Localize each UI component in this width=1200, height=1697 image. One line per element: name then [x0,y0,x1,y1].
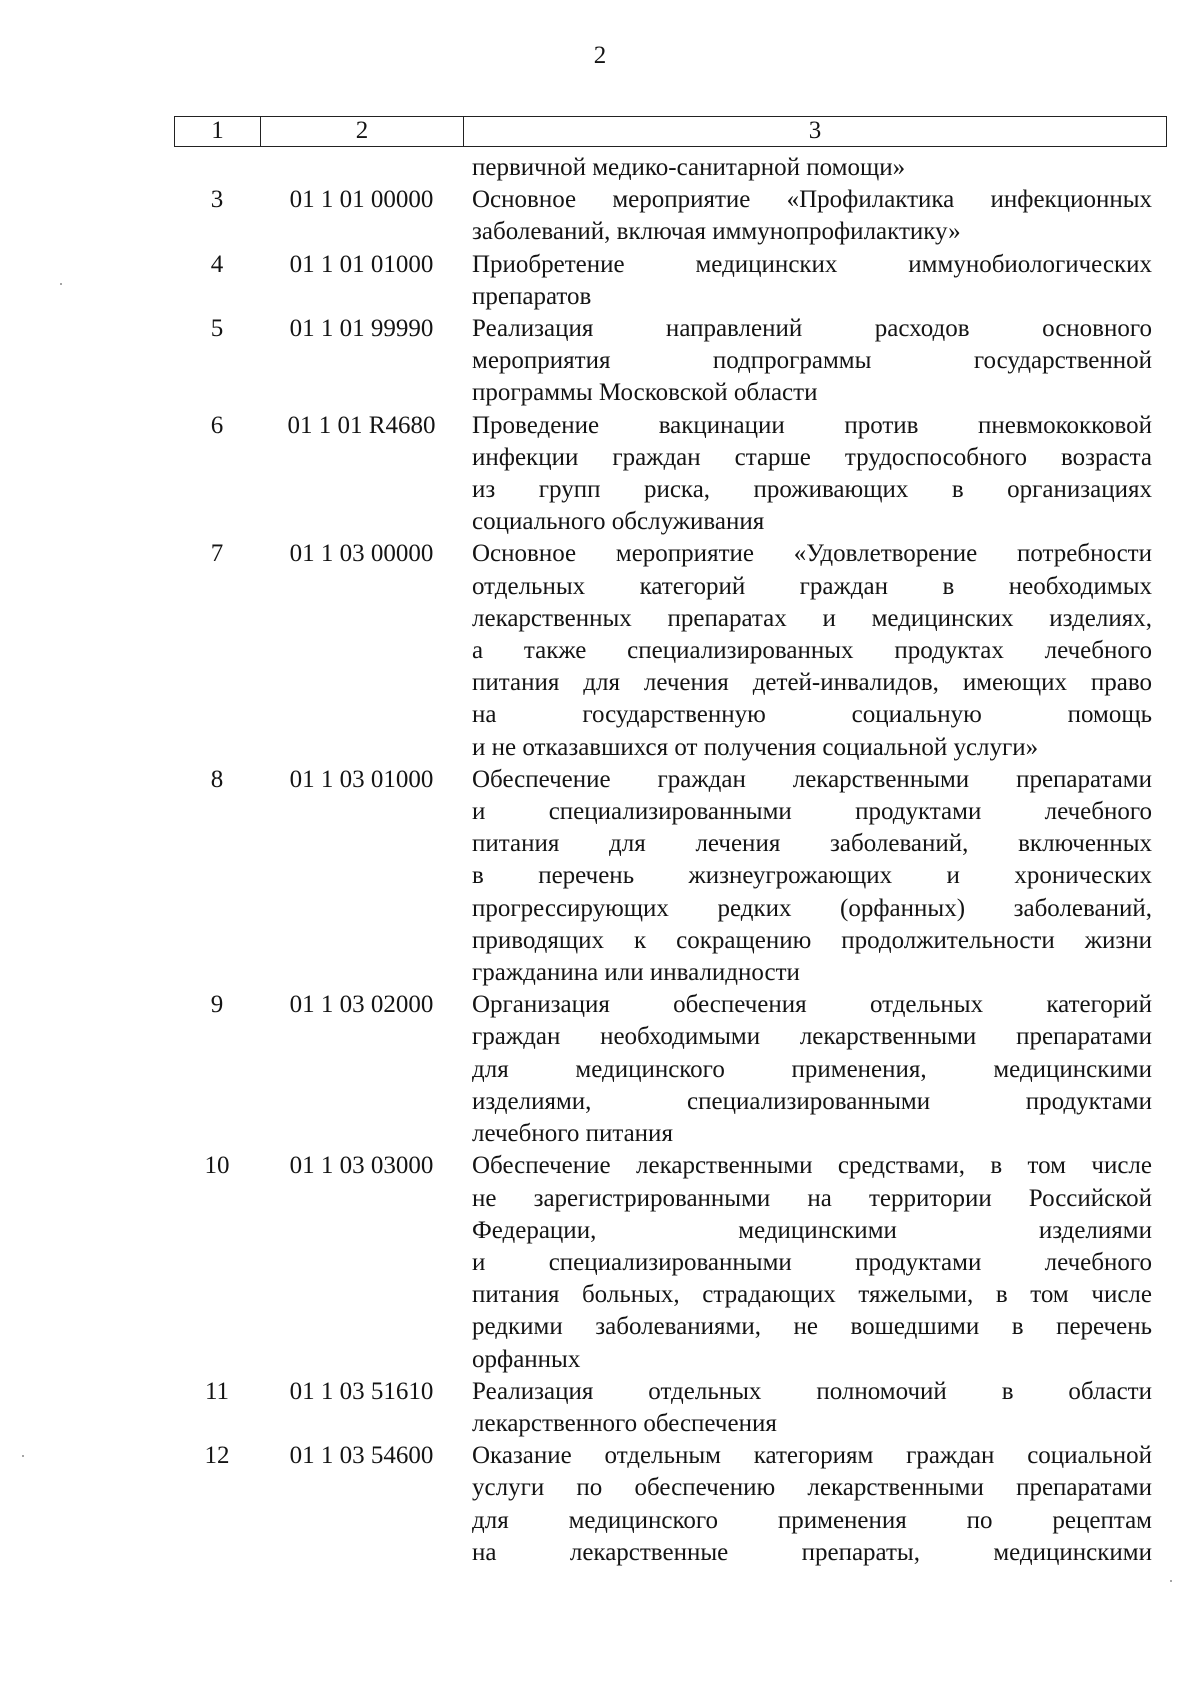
description-line: препаратов [472,282,592,310]
description-line: Реализация отдельных полномочий в области [472,1377,1152,1405]
row-number: 8 [210,765,224,793]
description-line: питания для лечения детей-инвалидов, имеющих право [472,669,1152,697]
table-row [0,313,1200,410]
scan-speck [22,1455,24,1457]
table-row [0,1150,1200,1375]
row-code: 01 1 01 99990 [289,315,434,343]
description-line: Основное мероприятие «Профилактика инфекционных [472,186,1152,214]
row-code: 01 1 03 01000 [289,765,434,793]
description-line: питания больных, страдающих тяжелыми, в том числе [472,1281,1152,1309]
description-line: на государственную социальную помощь [472,701,1152,729]
description-line: орфанных [472,1345,581,1373]
row-description [472,152,1152,184]
scan-speck [1170,1580,1172,1582]
description-line: питания для лечения заболеваний, включенных [472,830,1152,858]
row-description [472,538,1152,763]
table-row [0,1376,1200,1440]
description-line: для медицинского применения, медицинскими [472,1055,1152,1083]
row-description [472,764,1152,989]
row-description [472,989,1152,1150]
description-line: редкими заболеваниями, не вошедшими в перечень [472,1313,1152,1341]
continuation-row [0,152,1200,184]
row-code: 01 1 03 02000 [289,991,434,1019]
description-line: лечебного питания [472,1120,673,1148]
description-line: Организация обеспечения отдельных категорий [472,991,1152,1019]
description-line: Обеспечение лекарственными средствами, в том числе [472,1152,1152,1180]
description-line: услуги по обеспечению лекарственными препаратами [472,1474,1152,1502]
row-description [472,1376,1152,1440]
description-line: из групп риска, проживающих в организациях [472,476,1152,504]
description-line: заболеваний, включая иммунопрофилактику» [472,218,961,246]
description-line: и специализированными продуктами лечебного [472,798,1152,826]
description-line: изделиями, специализированными продуктами [472,1087,1152,1115]
row-number: 10 [204,1152,230,1180]
row-description [472,410,1152,539]
description-line: Федерации, медицинскими изделиями [472,1216,1152,1244]
description-line: Оказание отдельным категориям граждан социальной [472,1442,1152,1470]
row-description [472,313,1152,410]
description-line: гражданина или инвалидности [472,959,800,987]
table-row [0,764,1200,989]
row-code: 01 1 01 R4680 [287,411,436,439]
scan-speck [60,283,62,285]
row-description [472,1150,1152,1375]
description-line: лекарственного обеспечения [472,1409,777,1437]
description-line: Проведение вакцинации против пневмококковой [472,411,1152,439]
description-line: в перечень жизнеугрожающих и хронических [472,862,1152,890]
row-number: 11 [204,1377,230,1405]
header-cell-1: 1 [175,117,261,146]
row-code: 01 1 01 01000 [289,250,434,278]
row-code: 01 1 03 54600 [289,1442,434,1470]
description-line: программы Московской области [472,379,818,407]
row-description [472,184,1152,248]
row-code: 01 1 03 51610 [289,1377,434,1405]
header-cell-2: 2 [261,117,464,146]
row-number: 9 [210,991,224,1019]
description-line: граждан необходимыми лекарственными препаратами [472,1023,1152,1051]
description-line: мероприятия подпрограммы государственной [472,347,1152,375]
row-number: 12 [204,1442,230,1470]
description-line: Обеспечение граждан лекарственными препаратами [472,765,1152,793]
description-line: отдельных категорий граждан в необходимых [472,572,1152,600]
row-description [472,249,1152,313]
description-line: приводящих к сокращению продолжительности жизни [472,926,1152,954]
description-line: для медицинского применения по рецептам [472,1506,1152,1534]
row-code: 01 1 01 00000 [289,186,434,214]
row-number: 4 [210,250,224,278]
description-line: Основное мероприятие «Удовлетворение потребности [472,540,1152,568]
page-number: 2 [593,42,607,69]
description-line: прогрессирующих редких (орфанных) заболеваний, [472,894,1152,922]
row-number: 7 [210,540,224,568]
table-row [0,1440,1200,1569]
description-line: лекарственных препаратах и медицинских изделиях, [472,604,1152,632]
row-description [472,1440,1152,1569]
row-number: 3 [210,186,224,214]
description-line: Реализация направлений расходов основного [472,315,1152,343]
table-body [0,152,1200,1569]
row-number: 6 [210,411,224,439]
description-line: инфекции граждан старше трудоспособного возраста [472,443,1152,471]
row-code: 01 1 03 03000 [289,1152,434,1180]
table-row [0,249,1200,313]
description-line: Приобретение медицинских иммунобиологических [472,250,1152,278]
description-line: и специализированными продуктами лечебного [472,1248,1152,1276]
table-row [0,989,1200,1150]
table-header-row [174,116,1167,147]
description-line: не зарегистрированными на территории Российской [472,1184,1152,1212]
description-line: и не отказавшихся от получения социальной услуги» [472,733,1039,761]
row-number: 5 [210,315,224,343]
table-row [0,184,1200,248]
header-cell-3: 3 [808,117,822,144]
description-line: на лекарственные препараты, медицинскими [472,1538,1152,1566]
table-row [0,410,1200,539]
row-code: 01 1 03 00000 [289,540,434,568]
description-line: социального обслуживания [472,508,765,536]
description-line: а также специализированных продуктах лечебного [472,637,1152,665]
table-row [0,538,1200,763]
description-line: первичной медико-санитарной помощи» [472,154,906,181]
